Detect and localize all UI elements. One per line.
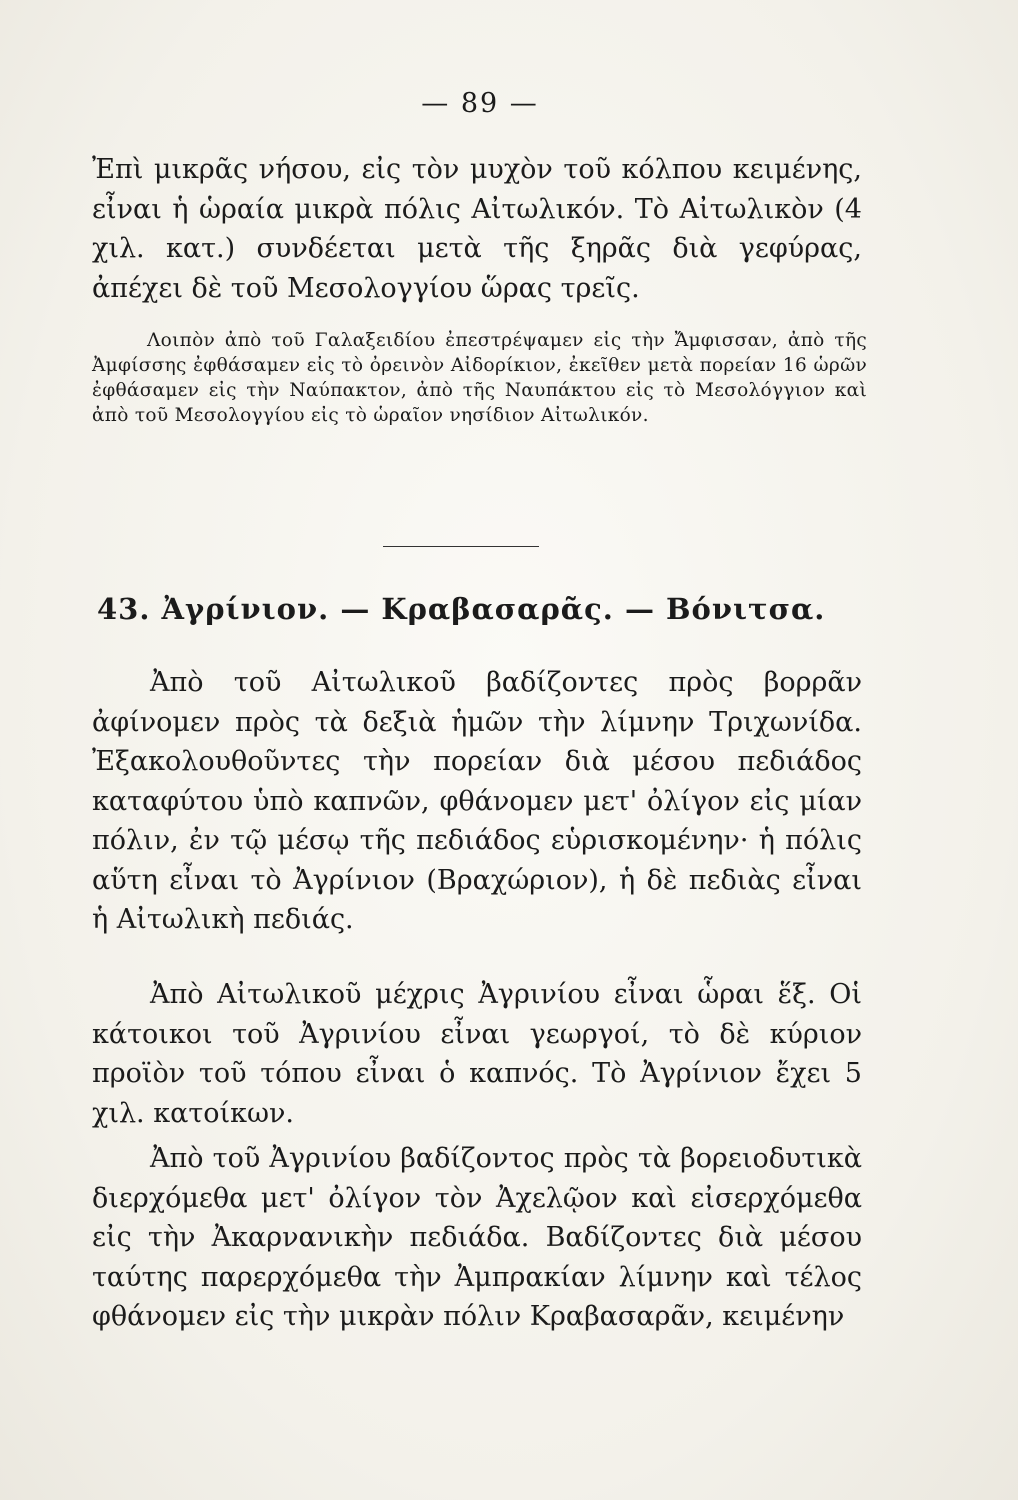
paragraph-aitolikon: Ἐπὶ μικρᾶς νήσου, εἰς τὸν μυχὸν τοῦ κόλπου κειμένης, εἶναι ἡ ὡραία μικρὰ πόλις Αἰτωλικόν. Τὸ Αἰτωλικὸν (4 χιλ. κατ.) συνδέεται μετὰ τῆς ξηρᾶς διὰ γεφύρας, ἀπέχει δὲ τοῦ Μεσολογγίου ὥρας τρεῖς.	[92, 154, 862, 304]
paragraph-route-summary: Λοιπὸν ἀπὸ τοῦ Γαλαξειδίου ἐπεστρέψαμεν εἰς τὴν Ἄμφισσαν, ἀπὸ τῆς Ἀμφίσσης ἐφθάσαμεν εἰς τὸ ὀρεινὸν Αἰδορίκιον, ἐκεῖθεν μετὰ πορείαν 16 ὡρῶν ἐφθάσαμεν εἰς τὴν Ναύπακτον, ἀπὸ τῆς Ναυπάκτου εἰς τὸ Μεσολόγγιον καὶ ἀπὸ τοῦ Μεσολογγίου εἰς τὸ ὡραῖον νησίδιον Αἰτωλικόν.	[92, 330, 867, 426]
paragraph-kravasaras: Ἀπὸ τοῦ Ἀγρινίου βαδίζοντος πρὸς τὰ βορειοδυτικὰ διερχόμεθα μετ' ὀλίγον τὸν Ἀχελῷον καὶ εἰσερχόμεθα εἰς τὴν Ἀκαρνανικὴν πεδιάδα. Βαδίζοντες διὰ μέσου ταύτης παρερχόμεθα τὴν Ἀμπρακίαν λίμνην καὶ τέλος φθάνομεν εἰς τὴν μικρὰν πόλιν Κραβασαρᾶν, κειμένην	[92, 1143, 862, 1332]
section-divider	[383, 546, 539, 547]
paragraph-agrinion-inhabitants: Ἀπὸ Αἰτωλικοῦ μέχρις Ἀγρινίου εἶναι ὧραι ἕξ. Οἱ κάτοικοι τοῦ Ἀγρινίου εἶναι γεωργοί, τὸ δὲ κύριον προϊὸν τοῦ τόπου εἶναι ὁ καπνός. Τὸ Ἀγρίνιον ἔχει 5 χιλ. κατοίκων.	[92, 979, 862, 1129]
section-heading: 43. Ἀγρίνιον. — Κραβασαρᾶς. — Βόνιτσα.	[97, 592, 826, 626]
paragraph-agrinion: Ἀπὸ τοῦ Αἰτωλικοῦ βαδίζοντες πρὸς βορρᾶν ἀφίνομεν πρὸς τὰ δεξιὰ ἡμῶν τὴν λίμνην Τριχωνίδα. Ἐξακολουθοῦντες τὴν πορείαν διὰ μέσου πεδιάδος καταφύτου ὑπὸ καπνῶν, φθάνομεν μετ' ὀλίγον εἰς μίαν πόλιν, ἐν τῷ μέσῳ τῆς πεδιάδος εὑρισκομένην· ἡ πόλις αὕτη εἶναι τὸ Ἀγρίνιον (Βραχώριον), ἡ δὲ πεδιὰς εἶναι ἡ Αἰτωλικὴ πεδιάς.	[92, 667, 862, 935]
page-number: — 89 —	[421, 88, 539, 119]
